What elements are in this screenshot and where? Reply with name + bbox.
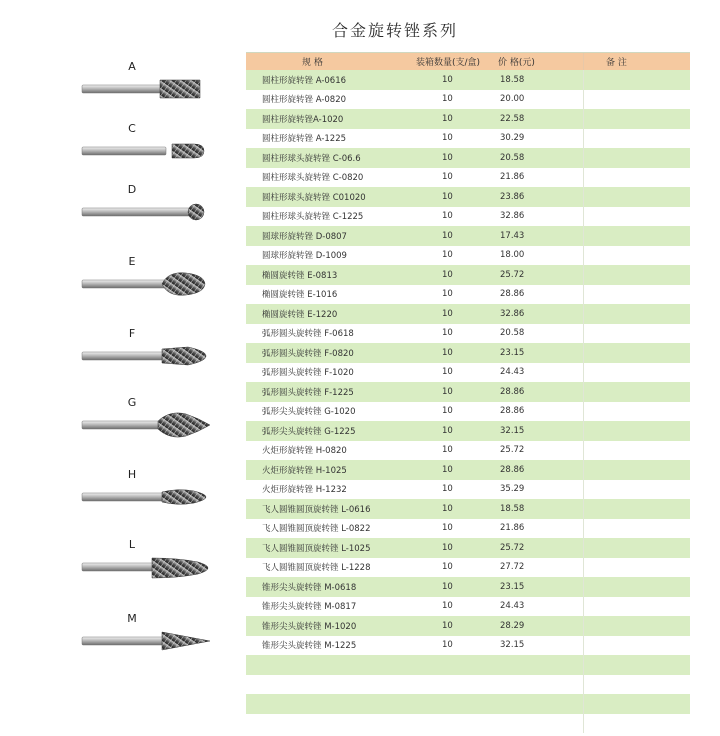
- cell-spec: 飞人圆锥圆顶旋转锉 L-0822: [262, 524, 371, 535]
- cell-qty: 10: [442, 211, 453, 222]
- cell-qty: 10: [442, 328, 453, 339]
- cell-spec: 圆柱形旋转锉 A-1225: [262, 134, 347, 145]
- tool-head: [162, 490, 206, 505]
- table-header: [246, 53, 690, 70]
- cell-qty: 10: [442, 542, 453, 553]
- tool-head: [188, 204, 204, 220]
- cell-qty: 10: [442, 386, 453, 397]
- tool-shank: [82, 85, 166, 93]
- table-row: [246, 480, 690, 500]
- tool-label-h: H: [127, 468, 137, 481]
- cell-spec: 火炬形旋转锉 H-1232: [262, 485, 347, 496]
- cell-spec: 锥形尖头旋转锉 M-0817: [262, 602, 357, 613]
- cell-spec: 圆柱形球头旋转锉 C01020: [262, 192, 366, 203]
- tool-label-l: L: [128, 538, 136, 551]
- cell-spec: 圆柱形旋转锉A-1020: [262, 114, 344, 125]
- table-row: [246, 558, 690, 578]
- tool-head: [160, 80, 200, 98]
- cell-qty: 10: [442, 113, 453, 124]
- cell-spec: 飞人圆锥圆顶旋转锉 L-1025: [262, 543, 371, 554]
- header-spec: 规 格: [302, 58, 323, 68]
- cell-qty: 10: [442, 503, 453, 514]
- cell-qty: 10: [442, 347, 453, 358]
- cell-price: 23.15: [484, 577, 584, 597]
- table-row: [246, 402, 690, 422]
- cell-qty: 10: [442, 74, 453, 85]
- table-row: [246, 226, 690, 246]
- tool-ball-nose-cylinder-icon: [78, 136, 228, 166]
- cell-spec: 锥形尖头旋转锉 M-1020: [262, 621, 357, 632]
- cell-qty: 10: [442, 581, 453, 592]
- table-row: [246, 636, 690, 656]
- tool-head: [158, 413, 210, 437]
- cell-spec: 圆柱形旋转锉 A-0616: [262, 75, 347, 86]
- tool-shank: [82, 352, 166, 360]
- tool-shank: [82, 493, 166, 501]
- cell-spec: 弧形尖头旋转锉 G-1225: [262, 426, 356, 437]
- cell-spec: 锥形尖头旋转锉 M-0618: [262, 582, 357, 593]
- table-row: [246, 304, 690, 324]
- tool-label-g: G: [127, 396, 137, 409]
- table-row: [246, 694, 690, 714]
- table-row: [246, 168, 690, 188]
- cell-price: 21.86: [484, 168, 584, 188]
- table-row: [246, 616, 690, 636]
- cell-qty: 10: [442, 230, 453, 241]
- tool-head: [162, 273, 205, 296]
- cell-price: 20.58: [484, 148, 584, 168]
- table-row: [246, 499, 690, 519]
- table-row: [246, 714, 690, 734]
- table-row: [246, 441, 690, 461]
- cell-price: 18.58: [484, 70, 584, 90]
- tool-head: [162, 632, 210, 650]
- table-row: [246, 675, 690, 695]
- cell-qty: 10: [442, 191, 453, 202]
- cell-spec: 圆球形旋转锉 D-0807: [262, 231, 347, 242]
- cell-price: 22.58: [484, 109, 584, 129]
- cell-price: 23.15: [484, 343, 584, 363]
- table-row: [246, 597, 690, 617]
- cell-qty: 10: [442, 94, 453, 105]
- cell-price: 28.86: [484, 460, 584, 480]
- cell-price: 25.72: [484, 538, 584, 558]
- cell-spec: 圆柱形球头旋转锉 C-06.6: [262, 153, 361, 164]
- cell-price: 25.72: [484, 441, 584, 461]
- cell-qty: 10: [442, 425, 453, 436]
- cell-qty: 10: [442, 269, 453, 280]
- cell-price: 20.00: [484, 90, 584, 110]
- cell-price: 32.86: [484, 304, 584, 324]
- table-row: [246, 285, 690, 305]
- cell-spec: 飞人圆锥圆顶旋转锉 L-1228: [262, 563, 371, 574]
- cell-qty: 10: [442, 484, 453, 495]
- cell-qty: 10: [442, 152, 453, 163]
- cell-price: 27.72: [484, 558, 584, 578]
- table-row: [246, 207, 690, 227]
- table-row: [246, 343, 690, 363]
- cell-price: 24.43: [484, 363, 584, 383]
- cell-spec: 圆球形旋转锉 D-1009: [262, 251, 347, 262]
- table-row: [246, 519, 690, 539]
- cell-price: 30.29: [484, 129, 584, 149]
- tool-shank: [82, 147, 166, 155]
- table-row: [246, 148, 690, 168]
- tool-label-e: E: [128, 255, 136, 268]
- cell-spec: 椭圆旋转锉 E-1220: [262, 309, 338, 320]
- tool-shank: [82, 421, 166, 429]
- cell-price: 28.86: [484, 382, 584, 402]
- cell-price: 24.43: [484, 597, 584, 617]
- cell-spec: 弧形圆头旋转锉 F-1225: [262, 387, 354, 398]
- table-body: [246, 70, 690, 733]
- table-row: [246, 460, 690, 480]
- table-row: [246, 421, 690, 441]
- cell-qty: 10: [442, 133, 453, 144]
- cell-spec: 锥形尖头旋转锉 M-1225: [262, 641, 357, 652]
- cell-spec: 火炬形旋转锉 H-0820: [262, 446, 347, 457]
- tool-taper-round-icon: [78, 552, 228, 582]
- tool-label-d: D: [127, 183, 137, 196]
- cell-spec: 弧形圆头旋转锉 F-0618: [262, 329, 354, 340]
- cell-spec: 飞人圆锥圆顶旋转锉 L-0616: [262, 504, 371, 515]
- cell-spec: 弧形尖头旋转锉 G-1020: [262, 407, 356, 418]
- cell-qty: 10: [442, 464, 453, 475]
- cell-spec: 火炬形旋转锉 H-1025: [262, 465, 347, 476]
- table-row: [246, 129, 690, 149]
- cell-qty: 10: [442, 406, 453, 417]
- tool-arc-round-icon: [78, 341, 228, 371]
- tool-label-m: M: [127, 612, 137, 625]
- table-row: [246, 246, 690, 266]
- tool-shank: [82, 208, 194, 216]
- cell-qty: 10: [442, 250, 453, 261]
- table-row: [246, 90, 690, 110]
- cell-price: 21.86: [484, 519, 584, 539]
- tool-oval-icon: [78, 269, 228, 299]
- cell-spec: 圆柱形球头旋转锉 C-1225: [262, 212, 364, 223]
- cell-price: 28.86: [484, 402, 584, 422]
- cell-spec: 圆柱形旋转锉 A-0820: [262, 95, 347, 106]
- cell-price: 23.86: [484, 187, 584, 207]
- cell-price: 32.86: [484, 207, 584, 227]
- page-title: 合金旋转锉系列: [331, 21, 458, 40]
- cell-price: 28.29: [484, 616, 584, 636]
- tool-shank: [82, 280, 166, 288]
- cell-qty: 10: [442, 289, 453, 300]
- price-table: [246, 52, 690, 733]
- tool-label-f: F: [128, 327, 136, 340]
- table-row: [246, 265, 690, 285]
- cell-qty: 10: [442, 308, 453, 319]
- header-note: 备 注: [606, 58, 627, 68]
- tool-head: [172, 144, 204, 158]
- cell-price: [484, 714, 584, 734]
- cell-spec: 圆柱形球头旋转锉 C-0820: [262, 173, 364, 184]
- tool-flame-icon: [78, 482, 228, 512]
- tool-label-a: A: [128, 60, 136, 73]
- table-row: [246, 655, 690, 675]
- cell-price: 35.29: [484, 480, 584, 500]
- cell-price: 17.43: [484, 226, 584, 246]
- cell-qty: 10: [442, 445, 453, 456]
- cell-price: 20.58: [484, 324, 584, 344]
- cell-price: [484, 675, 584, 695]
- cell-qty: 10: [442, 367, 453, 378]
- cell-qty: 10: [442, 640, 453, 651]
- cell-price: 18.58: [484, 499, 584, 519]
- cell-price: 25.72: [484, 265, 584, 285]
- cell-price: 28.86: [484, 285, 584, 305]
- cell-qty: 10: [442, 523, 453, 534]
- table-row: [246, 187, 690, 207]
- cell-spec: 椭圆旋转锉 E-1016: [262, 290, 338, 301]
- table-row: [246, 538, 690, 558]
- cell-spec: 弧形圆头旋转锉 F-0820: [262, 348, 354, 359]
- cell-spec: 弧形圆头旋转锉 F-1020: [262, 368, 354, 379]
- tool-ball-icon: [78, 197, 228, 227]
- cell-price: 32.15: [484, 421, 584, 441]
- table-row: [246, 70, 690, 90]
- header-price: 价 格(元): [484, 53, 584, 70]
- tool-cylinder-icon: [78, 74, 228, 104]
- cell-qty: 10: [442, 601, 453, 612]
- tool-shank: [82, 637, 166, 645]
- table-row: [246, 382, 690, 402]
- header-qty: 装箱数量(支/盒): [416, 58, 481, 68]
- tool-head: [162, 347, 206, 365]
- tool-arc-pointed-icon: [78, 410, 228, 440]
- table-row: [246, 109, 690, 129]
- cell-qty: 10: [442, 620, 453, 631]
- cell-qty: 10: [442, 562, 453, 573]
- table-row: [246, 577, 690, 597]
- tool-label-c: C: [128, 122, 136, 135]
- cell-spec: 椭圆旋转锉 E-0813: [262, 270, 338, 281]
- cell-price: 32.15: [484, 636, 584, 656]
- tool-head: [152, 558, 208, 578]
- cell-price: [484, 694, 584, 714]
- tool-cone-icon: [78, 626, 228, 656]
- table-row: [246, 363, 690, 383]
- table-row: [246, 324, 690, 344]
- cell-price: [484, 655, 584, 675]
- cell-qty: 10: [442, 172, 453, 183]
- cell-price: 18.00: [484, 246, 584, 266]
